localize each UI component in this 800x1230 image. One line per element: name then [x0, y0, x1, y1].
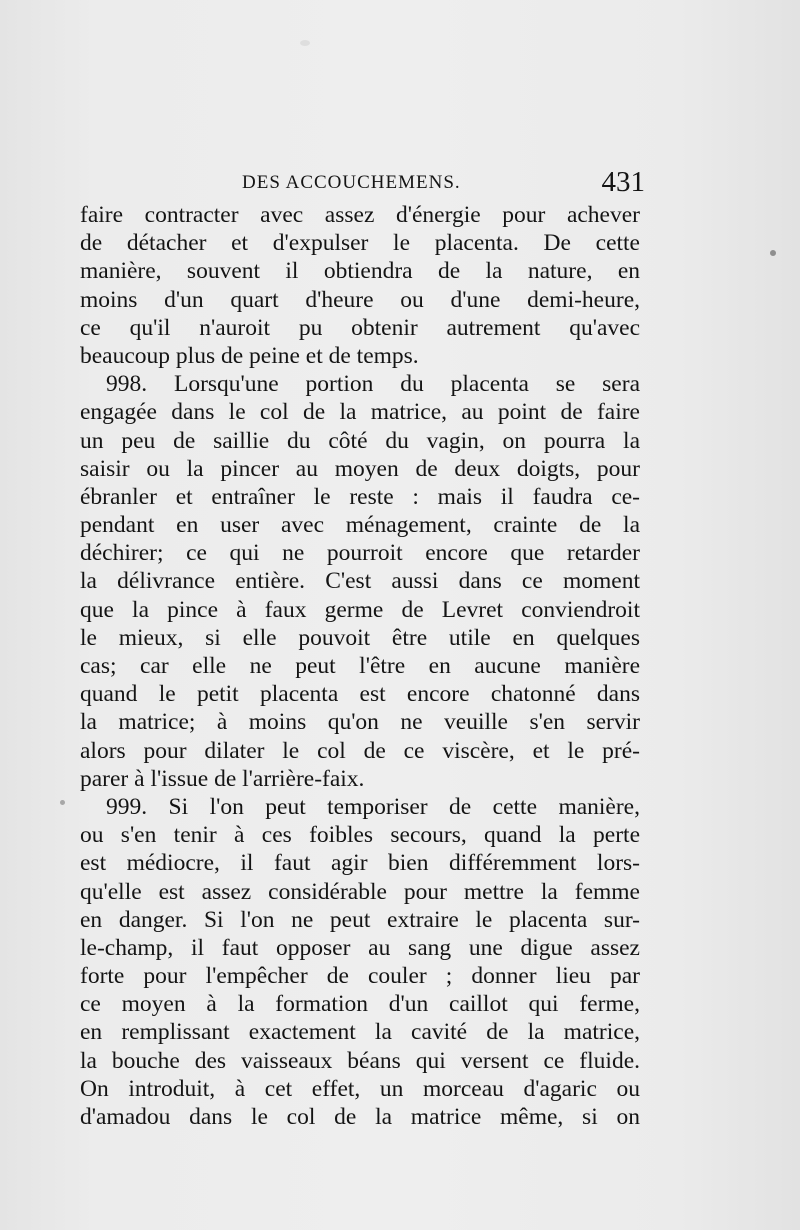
- paragraph-start-line: 998. Lorsqu'une portion du placenta se sera: [106, 371, 640, 398]
- text-line: le-champ, il faut opposer au sang une digue assez: [80, 934, 640, 961]
- text-line: quand le petit placenta est encore chatonné dans: [80, 681, 640, 708]
- text-line: On introduit, à cet effet, un morceau d'agaric ou: [80, 1075, 640, 1102]
- page-header: [80, 168, 645, 204]
- text-line: un peu de saillie du côté du vagin, on pourra la: [80, 427, 640, 454]
- text-line: ce qu'il n'auroit pu obtenir autrement qu'avec: [80, 314, 640, 341]
- text-line: alors pour dilater le col de ce viscère, et le pré-: [80, 737, 640, 764]
- text-line: ébranler et entraîner le reste : mais il faudra ce-: [80, 483, 640, 510]
- text-line: déchirer; ce qui ne pourroit encore que retarder: [80, 540, 640, 567]
- body-text: [80, 201, 640, 1131]
- paper-stain: [770, 250, 776, 256]
- text-line: cas; car elle ne peut l'être en aucune manière: [80, 653, 640, 679]
- running-title: DES ACCOUCHEMENS.: [242, 172, 461, 193]
- text-line: que la pince à faux germe de Levret conviendroit: [80, 596, 640, 623]
- text-line: saisir ou la pincer au moyen de deux doigts, pour: [80, 455, 640, 482]
- paper-stain: [300, 40, 310, 46]
- text-line: parer à l'issue de l'arrière-faix.: [80, 765, 365, 792]
- text-line: pendant en user avec ménagement, crainte de la: [80, 512, 640, 539]
- text-line: de détacher et d'expulser le placenta. De cette: [80, 230, 640, 257]
- text-line: le mieux, si elle pouvoit être utile en quelques: [80, 624, 640, 651]
- text-line: la bouche des vaisseaux béans qui versent ce fluide.: [80, 1047, 640, 1074]
- paragraph-start-line: 999. Si l'on peut temporiser de cette manière,: [106, 793, 640, 820]
- text-line: la matrice; à moins qu'on ne veuille s'en servir: [80, 709, 640, 736]
- text-line: la délivrance entière. C'est aussi dans ce moment: [80, 568, 640, 595]
- text-line: beaucoup plus de peine et de temps.: [80, 342, 419, 369]
- text-line: engagée dans le col de la matrice, au point de faire: [80, 399, 640, 426]
- text-line: ce moyen à la formation d'un caillot qui ferme,: [80, 991, 640, 1018]
- text-line: en remplissant exactement la cavité de la matrice,: [80, 1019, 640, 1046]
- text-line: faire contracter avec assez d'énergie pour achever: [80, 202, 640, 228]
- text-line: forte pour l'empêcher de couler ; donner lieu par: [80, 963, 640, 990]
- paper-stain: [60, 800, 65, 805]
- text-line: en danger. Si l'on ne peut extraire le placenta sur-: [80, 906, 640, 933]
- text-line: manière, souvent il obtiendra de la nature, en: [80, 258, 640, 285]
- text-line: est médiocre, il faut agir bien différemment lors-: [80, 850, 640, 877]
- page-number: 431: [601, 166, 645, 198]
- text-line: d'amadou dans le col de la matrice même, si on: [80, 1104, 640, 1130]
- text-line: qu'elle est assez considérable pour mettre la femme: [80, 878, 640, 905]
- text-line: ou s'en tenir à ces foibles secours, quand la perte: [80, 822, 640, 849]
- text-line: moins d'un quart d'heure ou d'une demi-heure,: [80, 286, 640, 313]
